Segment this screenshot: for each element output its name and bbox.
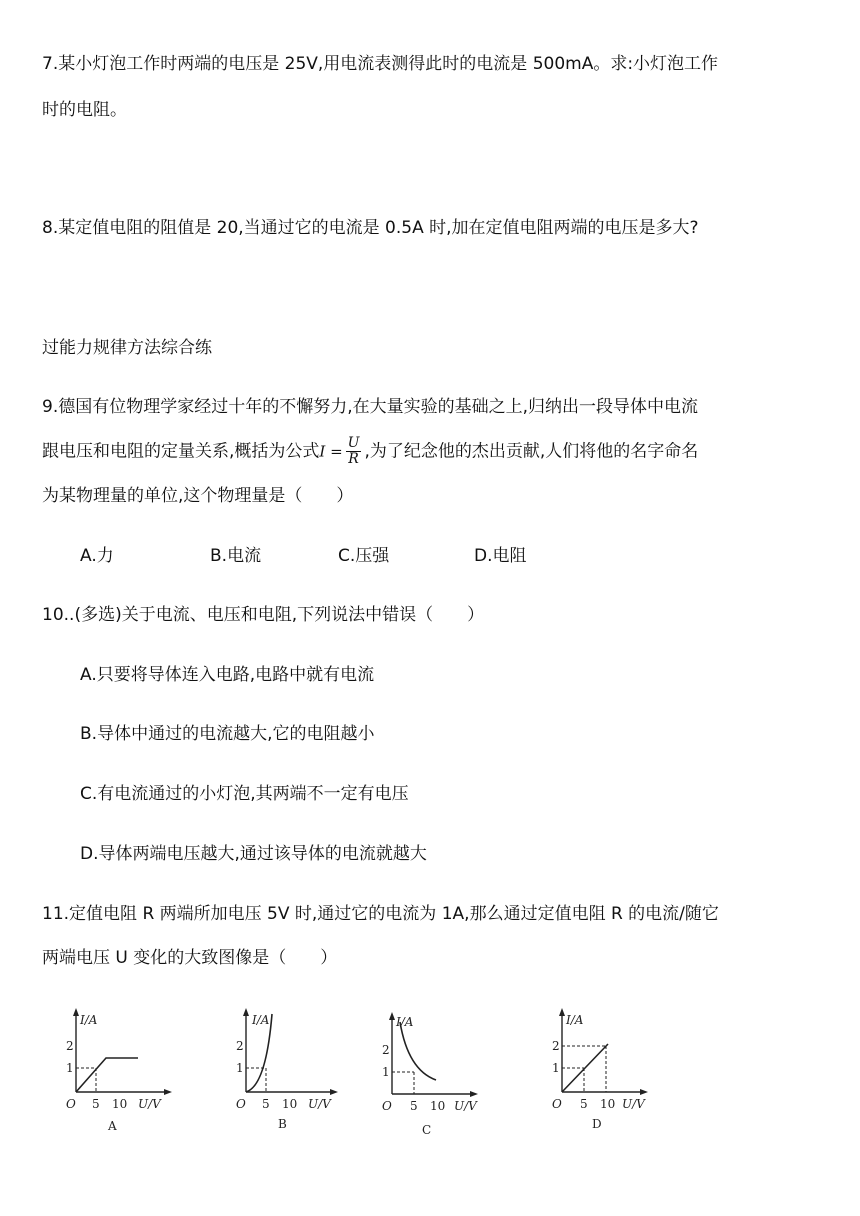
graph-c bbox=[374, 1006, 504, 1136]
graph-d-x-label: U/V bbox=[622, 1097, 645, 1111]
graph-d bbox=[544, 1006, 674, 1136]
section-title: 过能力规律方法综合练 bbox=[42, 338, 212, 358]
graph-a-x-tick-10: 10 bbox=[112, 1097, 128, 1111]
q10-option-d: D.导体两端电压越大,通过该导体的电流就越大 bbox=[80, 844, 427, 864]
graph-c-origin: O bbox=[382, 1099, 392, 1113]
graph-c-x-tick-10: 10 bbox=[430, 1099, 446, 1113]
q9-line-1: 9.德国有位物理学家经过十年的不懈努力,在大量实验的基础之上,归纳出一段导体中电流 bbox=[42, 397, 699, 417]
formula-fraction bbox=[346, 436, 362, 467]
graph-d-x-arrow bbox=[640, 1089, 648, 1095]
graph-a-svg bbox=[58, 1006, 188, 1136]
graph-d-y-label: I/A bbox=[566, 1013, 584, 1027]
graph-b-x-arrow bbox=[330, 1089, 338, 1095]
graph-b-svg bbox=[228, 1006, 358, 1136]
graph-a-curve bbox=[76, 1058, 138, 1092]
graph-b-origin: O bbox=[236, 1097, 246, 1111]
q10-option-b: B.导体中通过的电流越大,它的电阻越小 bbox=[80, 724, 375, 744]
q9-option-b: B.电流 bbox=[210, 546, 262, 566]
graph-b-y-tick-1: 1 bbox=[236, 1061, 244, 1075]
graph-b-y-arrow bbox=[243, 1008, 249, 1016]
graph-c-y-label: I/A bbox=[396, 1015, 414, 1029]
graph-a-y-tick-1: 1 bbox=[66, 1061, 74, 1075]
q7-line-1: 7.某小灯泡工作时两端的电压是 25V,用电流表测得此时的电流是 500mA。求:小灯泡工作 bbox=[42, 54, 719, 74]
graph-c-svg bbox=[374, 1006, 504, 1136]
graph-a-y-label: I/A bbox=[80, 1013, 98, 1027]
graph-d-y-arrow bbox=[559, 1008, 565, 1016]
q9-line-2-after: ,为了纪念他的杰出贡献,人们将他的名字命名 bbox=[364, 441, 699, 462]
q9-option-a: A.力 bbox=[80, 546, 114, 566]
q10-option-a: A.只要将导体连入电路,电路中就有电流 bbox=[80, 665, 375, 685]
graph-d-svg bbox=[544, 1006, 674, 1136]
graph-c-x-arrow bbox=[470, 1091, 478, 1097]
q10-option-c: C.有电流通过的小灯泡,其两端不一定有电压 bbox=[80, 784, 409, 804]
graph-a-y-arrow bbox=[73, 1008, 79, 1016]
graph-d-x-tick-10: 10 bbox=[600, 1097, 616, 1111]
q10-stem: 10..(多选)关于电流、电压和电阻,下列说法中错误（ ） bbox=[42, 605, 485, 625]
graph-a-origin: O bbox=[66, 1097, 76, 1111]
graph-c-y-tick-2: 2 bbox=[382, 1043, 390, 1057]
graph-b-letter: B bbox=[278, 1117, 287, 1131]
graph-b-y-label: I/A bbox=[252, 1013, 270, 1027]
graph-a-x-tick-5: 5 bbox=[92, 1097, 100, 1111]
graph-d-x-tick-5: 5 bbox=[580, 1097, 588, 1111]
graph-b-x-label: U/V bbox=[308, 1097, 331, 1111]
graph-b bbox=[228, 1006, 358, 1136]
q9-line-2-before: 跟电压和电阻的定量关系,概括为公式 bbox=[42, 441, 320, 462]
graph-d-y-tick-2: 2 bbox=[552, 1039, 560, 1053]
graph-b-x-tick-5: 5 bbox=[262, 1097, 270, 1111]
graph-d-origin: O bbox=[552, 1097, 562, 1111]
graph-a-letter: A bbox=[108, 1119, 117, 1133]
q9-line-3: 为某物理量的单位,这个物理量是（ ） bbox=[42, 486, 354, 506]
formula-denominator: R bbox=[348, 451, 359, 467]
graph-b-y-tick-2: 2 bbox=[236, 1039, 244, 1053]
q9-line-2 bbox=[42, 436, 698, 467]
graph-c-x-tick-5: 5 bbox=[410, 1099, 418, 1113]
q7-line-2: 时的电阻。 bbox=[42, 100, 127, 120]
graph-d-letter: D bbox=[592, 1117, 602, 1131]
graph-a-x-label: U/V bbox=[138, 1097, 161, 1111]
graph-c-y-arrow bbox=[389, 1012, 395, 1020]
q11-line-1: 11.定值电阻 R 两端所加电压 5V 时,通过它的电流为 1A,那么通过定值电阻 R 的电流/随它 bbox=[42, 904, 719, 924]
graph-c-y-tick-1: 1 bbox=[382, 1065, 390, 1079]
q8-line-1: 8.某定值电阻的阻值是 20,当通过它的电流是 0.5A 时,加在定值电阻两端的电压是多大? bbox=[42, 218, 699, 238]
graph-c-curve bbox=[400, 1022, 436, 1080]
graph-a bbox=[58, 1006, 188, 1136]
graph-d-y-tick-1: 1 bbox=[552, 1061, 560, 1075]
q9-option-d: D.电阻 bbox=[474, 546, 527, 566]
graph-a-x-arrow bbox=[164, 1089, 172, 1095]
graph-b-x-tick-10: 10 bbox=[282, 1097, 298, 1111]
graph-a-y-tick-2: 2 bbox=[66, 1039, 74, 1053]
graph-c-letter: C bbox=[422, 1123, 432, 1137]
q9-option-c: C.压强 bbox=[338, 546, 390, 566]
q11-line-2: 两端电压 U 变化的大致图像是（ ） bbox=[42, 948, 338, 968]
formula-lhs: I = bbox=[319, 442, 343, 461]
graph-c-x-label: U/V bbox=[454, 1099, 477, 1113]
formula-numerator: U bbox=[347, 435, 360, 451]
